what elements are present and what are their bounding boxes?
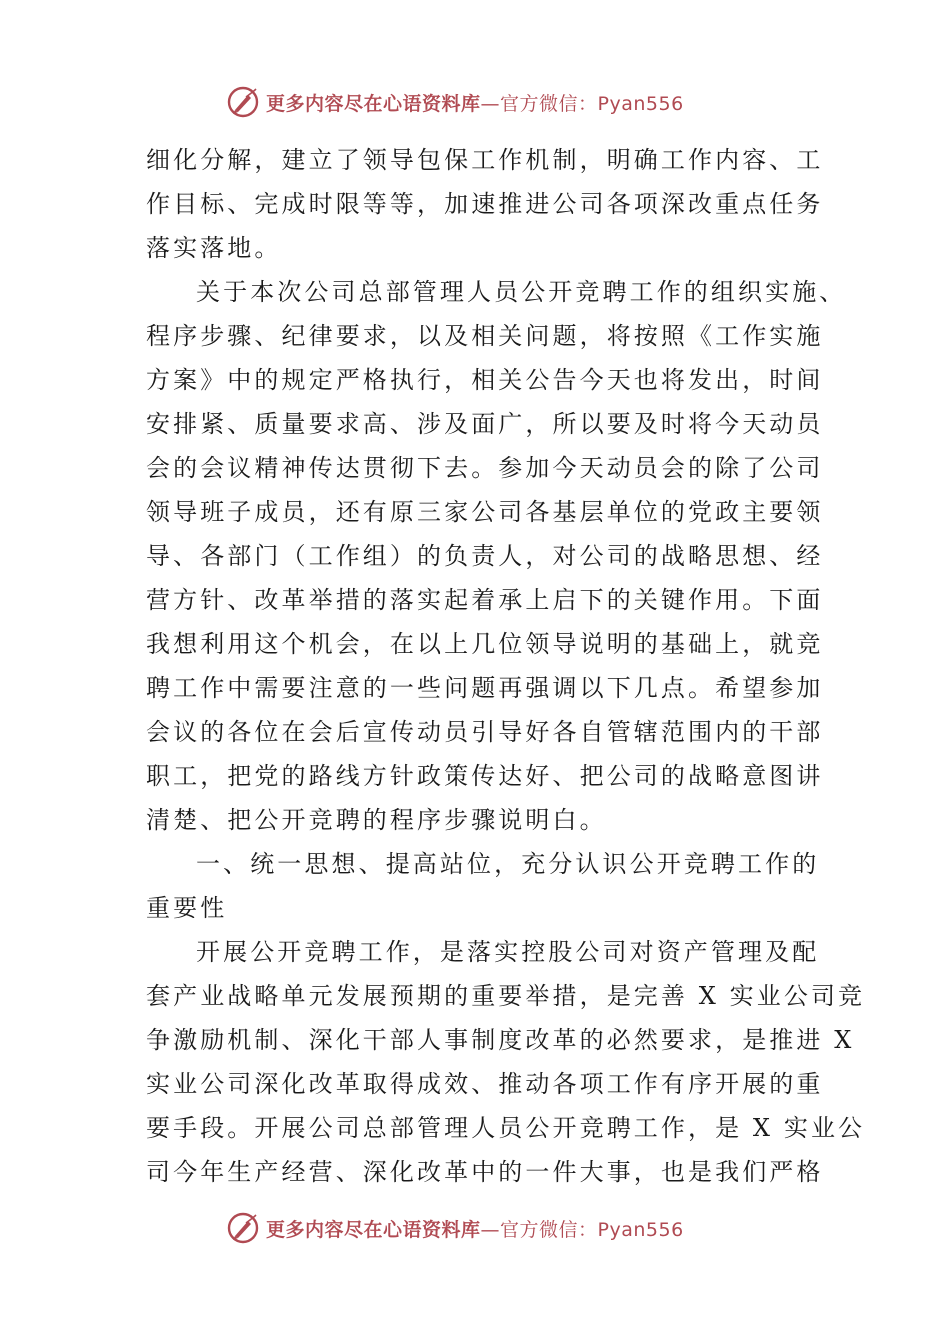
text-line: 领导班子成员，还有原三家公司各基层单位的党政主要领 [146,498,824,526]
text-line: 我想利用这个机会，在以上几位领导说明的基础上，就竞 [146,630,824,658]
text-line: 作目标、完成时限等等，加速推进公司各项深改重点任务 [146,190,824,218]
pen-logo-icon [226,85,260,119]
text-line: 导、各部门（工作组）的负责人，对公司的战略思想、经 [146,542,824,570]
watermark-contact: —官方微信：Pyan556 [480,92,684,115]
text-line: 落实落地。 [146,234,282,262]
watermark-brand: 更多内容尽在心语资料库 [266,92,481,115]
header-watermark [226,82,746,122]
text-line: 清楚、把公开竞聘的程序步骤说明白。 [146,806,607,834]
text-line: 会议的各位在会后宣传动员引导好各自管辖范围内的干部 [146,718,824,746]
watermark-brand: 更多内容尽在心语资料库 [266,1218,481,1241]
document-body [146,138,866,1194]
text-line: 要手段。开展公司总部管理人员公开竞聘工作，是 X 实业公 [146,1114,866,1142]
text-line: 职工，把党的路线方针政策传达好、把公司的战略意图讲 [146,762,824,790]
text-line: 聘工作中需要注意的一些问题再强调以下几点。希望参加 [146,674,824,702]
text-line: 细化分解，建立了领导包保工作机制，明确工作内容、工 [146,146,824,174]
text-line: 关于本次公司总部管理人员公开竞聘工作的组织实施、 [196,278,847,306]
text-line: 套产业战略单元发展预期的重要举措，是完善 X 实业公司竞 [146,982,866,1010]
text-line: 一、统一思想、提高站位，充分认识公开竞聘工作的 [196,850,820,878]
text-line: 实业公司深化改革取得成效、推动各项工作有序开展的重 [146,1070,824,1098]
pen-logo-icon [226,1211,260,1245]
text-line: 争激励机制、深化干部人事制度改革的必然要求，是推进 X [146,1026,855,1054]
text-line: 会的会议精神传达贯彻下去。参加今天动员会的除了公司 [146,454,824,482]
text-line: 程序步骤、纪律要求，以及相关问题，将按照《工作实施 [146,322,824,350]
text-line: 方案》中的规定严格执行，相关公告今天也将发出，时间 [146,366,824,394]
footer-watermark [226,1208,746,1248]
text-line: 安排紧、质量要求高、涉及面广，所以要及时将今天动员 [146,410,824,438]
watermark-contact: —官方微信：Pyan556 [480,1218,684,1241]
text-line: 开展公开竞聘工作，是落实控股公司对资产管理及配 [196,938,820,966]
text-line: 司今年生产经营、深化改革中的一件大事，也是我们严格 [146,1158,824,1186]
watermark-text [266,1215,684,1242]
text-line: 营方针、改革举措的落实起着承上启下的关键作用。下面 [146,586,824,614]
text-line: 重要性 [146,894,228,922]
watermark-text [266,89,684,116]
